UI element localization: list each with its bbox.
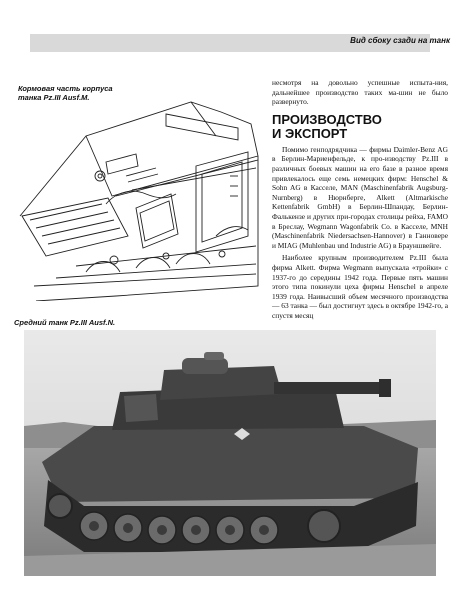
- section-heading: [272, 113, 448, 141]
- bottom-figure-caption: Средний танк Pz.III Ausf.N.: [14, 318, 116, 327]
- heading-line-1: ПРОИЗВОДСТВО: [272, 111, 382, 127]
- heading-line-2: И ЭКСПОРТ: [272, 125, 348, 141]
- article-paragraph-1: Помимо генподрядчика — фирмы Daimler-Benz AG в Берлин-Мариенфельде, к про-изводству Pz.III в различных боевых машин на его базе в разное время привлекалось еще семь немецких фирм: Henschel & Sohn AG в Касселе, MAN (Maschinenfabrik Augsburg-Nurnberg) в Нюрнберге, Alkett (Altmarkische Kettenfabrik GmbH) в Берлин-Шпандау, Берлин-Фалькензе и других при-городах столицы рейха, FAMO в Бреслау, Wegmann Wagonfabrik Co. в Касселе, MNH (Maschinenfabrik Niedersachsen-Hannover) в Ганновере и MIAG (Muhlenbau und Industrie AG) в Брауншвейге.: [272, 144, 448, 250]
- hull-rear-drawing: [16, 96, 266, 301]
- article-intro: несмотря на довольно успешные испыта-ния, дальнейшее производство таких ма-шин не было развернуто.: [272, 78, 448, 107]
- article-paragraph-2: Наиболее крупным производителем Pz.III была фирма Alkett. Фирма Wegmann выпускала «тройки» с 1937-го до середины 1942 года. Первые пять машин этого типа покинули цеха фирмы Henschel в апреле 1939 года. Наивысший объем месячного производства — 63 танка — был достигнут здесь в октябре 1942-го, а спустя месяц: [272, 253, 448, 320]
- corner-caption: Вид сбоку сзади на танк: [350, 36, 450, 45]
- tank-photo: [24, 330, 436, 576]
- article-column: [272, 78, 448, 320]
- top-figure-caption: Кормовая часть корпуса танка Pz.III Ausf.M.: [18, 84, 113, 102]
